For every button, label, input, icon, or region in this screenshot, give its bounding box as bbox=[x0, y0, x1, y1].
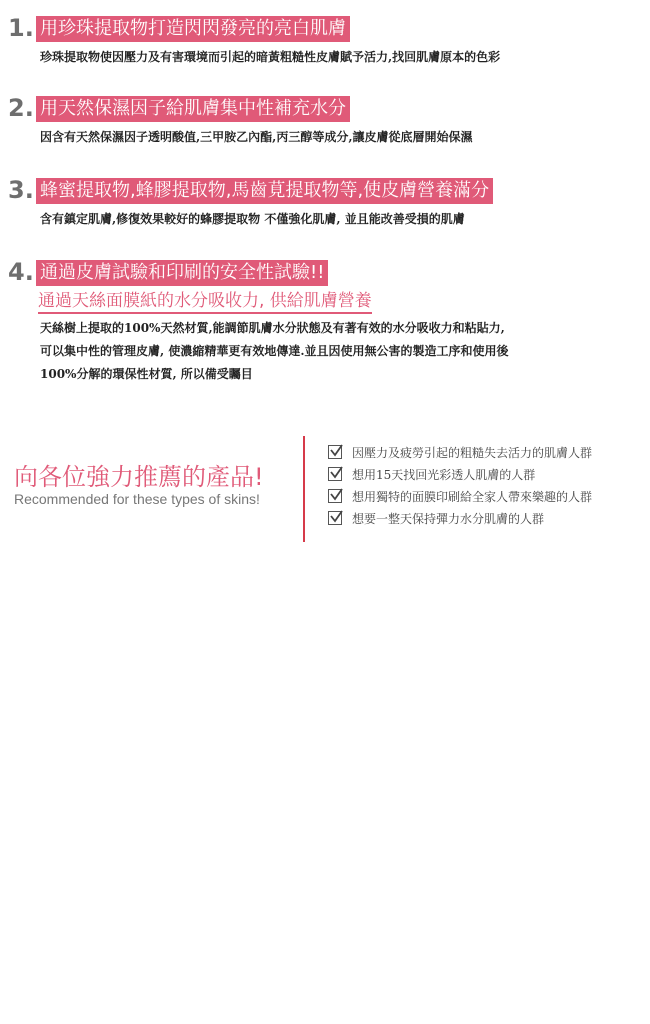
item-subheadline: 通過天絲面膜紙的水分吸收力, 供給肌膚營養 bbox=[38, 290, 372, 314]
item-description: 珍珠提取物使因壓力及有害環境而引起的暗黃粗糙性皮膚賦予活力,找回肌膚原本的色彩 bbox=[40, 50, 501, 64]
checklist-item bbox=[328, 463, 592, 485]
checked-checkbox-icon bbox=[328, 489, 342, 503]
recommend-title: 向各位強力推薦的產品! bbox=[14, 463, 264, 491]
item-headline: 通過皮膚試驗和印刷的安全性試驗!! bbox=[36, 260, 328, 286]
checklist-label: 因壓力及疲勞引起的粗糙失去活力的肌膚人群 bbox=[352, 445, 593, 460]
checked-checkbox-icon bbox=[328, 445, 342, 459]
section-divider bbox=[303, 436, 305, 542]
item-description-line-1: 天絲樹上提取的100%天然材質,能調節肌膚水分狀態及有著有效的水分吸收力和粘貼力, bbox=[40, 321, 505, 335]
checklist-item bbox=[328, 441, 592, 463]
item-number: 2. bbox=[8, 94, 34, 122]
recommend-subtitle: Recommended for these types of skins! bbox=[14, 491, 260, 507]
checklist-label: 想用15天找回光彩透人肌膚的人群 bbox=[352, 467, 536, 482]
checked-checkbox-icon bbox=[328, 467, 342, 481]
item-description-line-2: 可以集中性的管理皮膚, 使濃縮精華更有效地傳達.並且因使用無公害的製造工序和使用後 bbox=[40, 344, 509, 358]
item-description-line-3: 100%分解的環保性材質, 所以備受矚目 bbox=[40, 367, 253, 381]
item-headline: 蜂蜜提取物,蜂膠提取物,馬齒莧提取物等,使皮膚營養滿分 bbox=[36, 178, 493, 204]
checked-checkbox-icon bbox=[328, 511, 342, 525]
checklist-label: 想要一整天保持彈力水分肌膚的人群 bbox=[352, 511, 545, 526]
checklist-item bbox=[328, 485, 592, 507]
item-number: 3. bbox=[8, 176, 34, 204]
checklist-label: 想用獨特的面膜印刷給全家人帶來樂趣的人群 bbox=[352, 489, 593, 504]
checklist-item bbox=[328, 507, 592, 529]
item-description: 因含有天然保濕因子透明酸值,三甲胺乙內酯,丙三醇等成分,讓皮膚從底層開始保濕 bbox=[40, 130, 473, 144]
item-headline: 用珍珠提取物打造閃閃發亮的亮白肌膚 bbox=[36, 16, 350, 42]
item-number: 4. bbox=[8, 258, 34, 286]
item-number: 1. bbox=[8, 14, 34, 42]
skin-type-checklist bbox=[328, 441, 592, 529]
item-description: 含有鎮定肌膚,修復效果較好的蜂膠提取物 不僅強化肌膚, 並且能改善受損的肌膚 bbox=[40, 212, 465, 226]
item-headline: 用天然保濕因子給肌膚集中性補充水分 bbox=[36, 96, 350, 122]
